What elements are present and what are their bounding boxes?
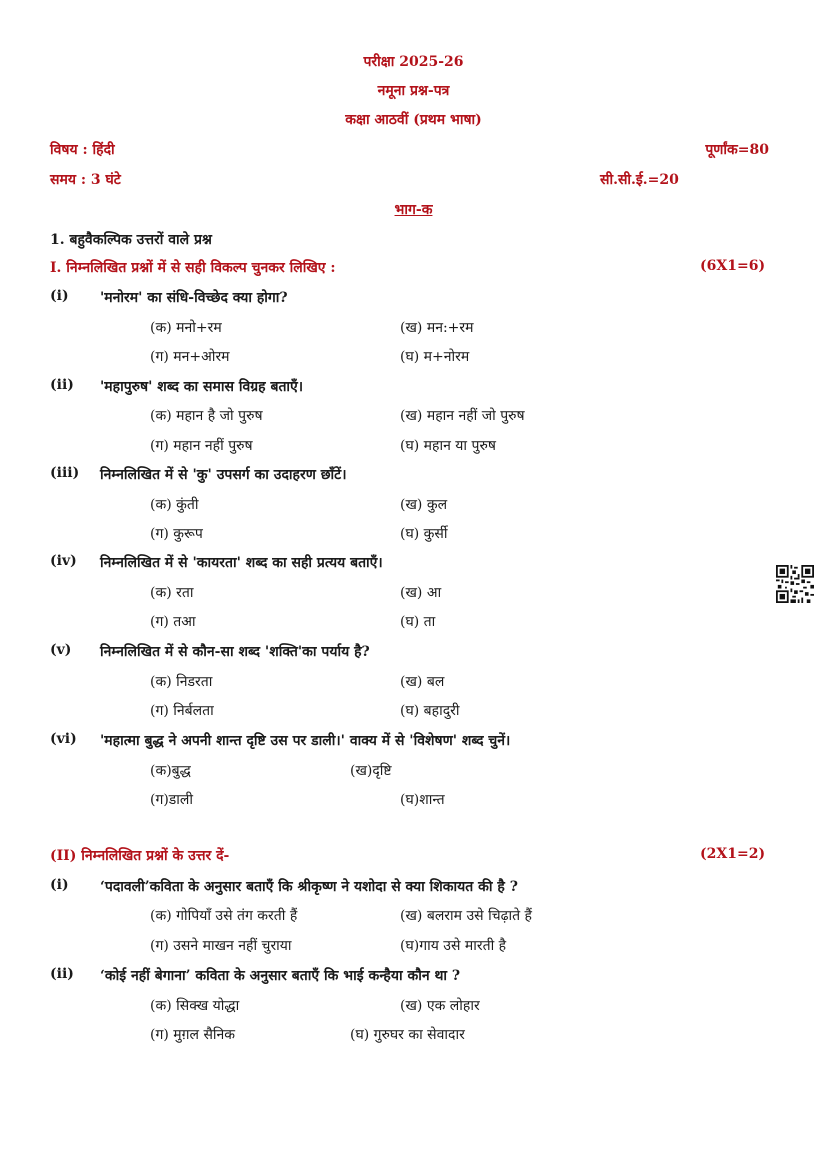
option: (घ) गुरुघर का सेवादार	[350, 1027, 465, 1043]
option: (ख) आ	[400, 585, 442, 601]
option: (क) महान है जो पुरुष	[150, 408, 263, 424]
option: (क) गोपियाँ उसे तंग करती हैं	[150, 908, 298, 924]
question-number: (v)	[50, 642, 72, 658]
question-number: (vi)	[50, 731, 77, 747]
question-text: निम्नलिखित में से कौन-सा शब्द 'शक्ति'का पर्याय है?	[100, 644, 370, 660]
question-text: 'मनोरम' का संधि-विच्छेद क्या होगा?	[100, 290, 288, 306]
option: (घ) ता	[400, 614, 436, 630]
cce-marks: सी.सी.ई.=20	[600, 172, 679, 188]
question-number: (iv)	[50, 553, 77, 569]
option: (क) मनो+रम	[150, 320, 222, 336]
part1-heading: I. निम्नलिखित प्रश्नों में से सही विकल्प चुनकर लिखिए :	[50, 260, 336, 276]
option: (ख) कुल	[400, 497, 448, 513]
option: (घ) म+नोरम	[400, 349, 470, 365]
option: (क)बुद्ध	[150, 763, 191, 779]
question-number: (i)	[50, 288, 69, 304]
part2-heading: (II) निम्नलिखित प्रश्नों के उत्तर दें-	[50, 848, 230, 864]
question-number: (iii)	[50, 465, 80, 481]
option: (क) कुंती	[150, 497, 199, 513]
time: समय : 3 घंटे	[50, 172, 121, 188]
option: (ग) उसने माखन नहीं चुराया	[150, 938, 292, 954]
option: (ग) निर्बलता	[150, 703, 214, 719]
section-title: भाग-क	[394, 202, 433, 218]
option: (क) निडरता	[150, 674, 213, 690]
option: (ग) मुग़ल सैनिक	[150, 1027, 236, 1043]
option: (ख) महान नहीं जो पुरुष	[400, 408, 525, 424]
option: (ख) मन:+रम	[400, 320, 474, 336]
qr-code-icon	[776, 565, 814, 603]
option: (क) सिक्ख योद्धा	[150, 998, 240, 1014]
total-marks: पूर्णांक=80	[705, 142, 769, 158]
subject: विषय : हिंदी	[50, 142, 115, 158]
option: (घ) कुर्सी	[400, 526, 448, 542]
option: (घ)गाय उसे मारती है	[400, 938, 507, 954]
option: (ग) महान नहीं पुरुष	[150, 438, 253, 454]
question-number: (i)	[50, 877, 69, 893]
question-text: 'महात्मा बुद्ध ने अपनी शान्त दृष्टि उस पर डाली।' वाक्य में से 'विशेषण' शब्द चुनें।	[100, 733, 511, 749]
question-text: निम्नलिखित में से 'कु' उपसर्ग का उदाहरण छाँटें।	[100, 467, 347, 483]
option: (ग) कुरूप	[150, 526, 203, 542]
class-title: कक्षा आठवीं (प्रथम भाषा)	[345, 112, 482, 128]
option: (घ) महान या पुरुष	[400, 438, 496, 454]
question-text: ‘पदावली’कविता के अनुसार बताएँ कि श्रीकृष्ण ने यशोदा से क्या शिकायत की है ?	[100, 879, 518, 895]
option: (क) रता	[150, 585, 194, 601]
option: (ख) एक लोहार	[400, 998, 480, 1014]
option: (घ)शान्त	[400, 792, 445, 808]
option: (ख) बल	[400, 674, 445, 690]
option: (ग)डाली	[150, 792, 194, 808]
option: (ख) बलराम उसे चिढ़ाते हैं	[400, 908, 532, 924]
part2-marks: (2X1=2)	[700, 846, 766, 862]
option: (ग) मन+ओरम	[150, 349, 230, 365]
question-number: (ii)	[50, 966, 74, 982]
question-text: ‘कोई नहीं बेगाना’ कविता के अनुसार बताएँ कि भाई कन्हैया कौन था ?	[100, 968, 461, 984]
part1-marks: (6X1=6)	[700, 258, 766, 274]
paper-type: नमूना प्रश्न-पत्र	[377, 83, 450, 99]
question-number: (ii)	[50, 377, 74, 393]
option: (ग) तआ	[150, 614, 196, 630]
exam-title: परीक्षा 2025-26	[363, 54, 464, 70]
option: (घ) बहादुरी	[400, 703, 460, 719]
question-text: 'महापुरुष' शब्द का समास विग्रह बताएँ।	[100, 379, 304, 395]
question-text: निम्नलिखित में से 'कायरता' शब्द का सही प्रत्यय बताएँ।	[100, 555, 383, 571]
section-intro: 1. बहुवैकल्पिक उत्तरों वाले प्रश्न	[50, 232, 212, 248]
option: (ख)दृष्टि	[350, 763, 392, 779]
